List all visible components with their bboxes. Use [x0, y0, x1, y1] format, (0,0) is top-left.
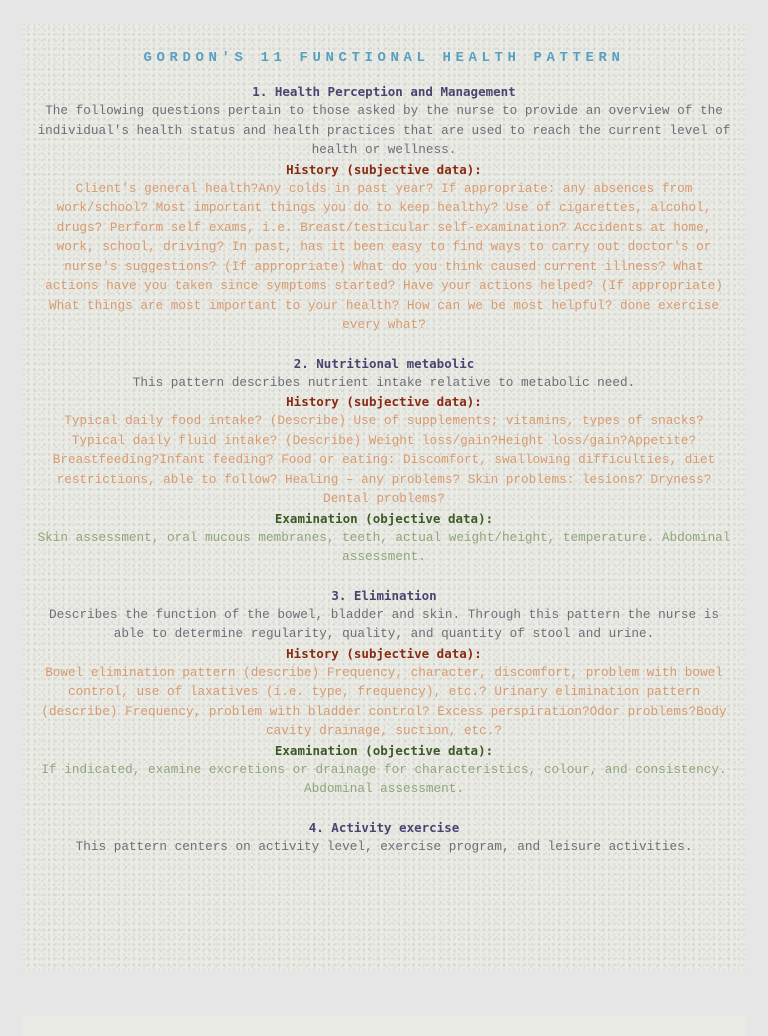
- next-page-edge: [23, 1016, 745, 1036]
- section-heading: 1. Health Perception and Management: [252, 84, 516, 99]
- history-label: History (subjective data):: [286, 394, 482, 409]
- section-health-perception: [37, 82, 731, 335]
- section-intro: The following questions pertain to those asked by the nurse to provide an overview of the individual's health status and health practices that are used to reach the current level of health or wellness.: [37, 103, 731, 157]
- history-label: History (subjective data):: [286, 161, 482, 177]
- section-intro: This pattern describes nutrient intake relative to metabolic need.: [132, 374, 636, 390]
- history-text: Typical daily food intake? (Describe) Use of supplements; vitamins, types of snacks? Typical daily fluid intake? (Describe) Weight loss/gain?Height loss/gain?Appetite?Breastfeeding?Infant feeding? Food or eating: Discomfort, swallowing difficulties, diet restrictions, able to follow? Healing – any problems? Skin problems: lesions? Dryness?Dental problems?: [52, 413, 716, 506]
- history-text: Client's general health?Any colds in past year? If appropriate: any absences from work/school? Most important things you do to keep healthy? Use of cigarettes, alcohol, drugs? Perform self exams, i.e. Breast/testicular self-examination? Accidents at home, work, school, driving? In past, has it been easy to find ways to carry out doctor's or nurse's suggestions? (If appropriate) What do you think caused current illness? What actions have you taken since symptoms started? Have your actions helped? (If appropriate) What things are most important to your health? How can we be most helpful? done exercise every what?: [45, 180, 723, 332]
- section-elimination: [37, 586, 731, 799]
- history-label: History (subjective data):: [286, 645, 482, 661]
- history-text: Bowel elimination pattern (describe) Frequency, character, discomfort, problem with bowel control, use of laxatives (i.e. type, frequency), etc.? Urinary elimination pattern (describe) Frequency, problem with bladder control? Excess perspiration?Odor problems?Body cavity drainage, suction, etc.?: [41, 664, 727, 738]
- exam-label: Examination (objective data):: [274, 510, 494, 526]
- section-heading: 2. Nutritional metabolic: [293, 355, 475, 371]
- exam-label: Examination (objective data):: [274, 742, 494, 758]
- section-heading: 4. Activity exercise: [308, 819, 460, 835]
- section-nutritional-metabolic: [37, 354, 731, 567]
- exam-text: Skin assessment, oral mucous membranes, teeth, actual weight/height, temperature. Abdominal assessment.: [37, 529, 731, 564]
- section-heading: 3. Elimination: [331, 587, 437, 603]
- document-title: GORDON'S 11 FUNCTIONAL HEALTH PATTERN: [143, 50, 625, 66]
- section-intro: This pattern centers on activity level, exercise program, and leisure activities.: [75, 838, 693, 854]
- section-intro: Describes the function of the bowel, bladder and skin. Through this pattern the nurse is able to determine regularity, quality, and quantity of stool and urine.: [48, 606, 719, 641]
- section-activity-exercise: [37, 818, 731, 857]
- document-page: [23, 23, 745, 971]
- exam-text: If indicated, examine excretions or drainage for characteristics, colour, and consistency. Abdominal assessment.: [41, 761, 727, 796]
